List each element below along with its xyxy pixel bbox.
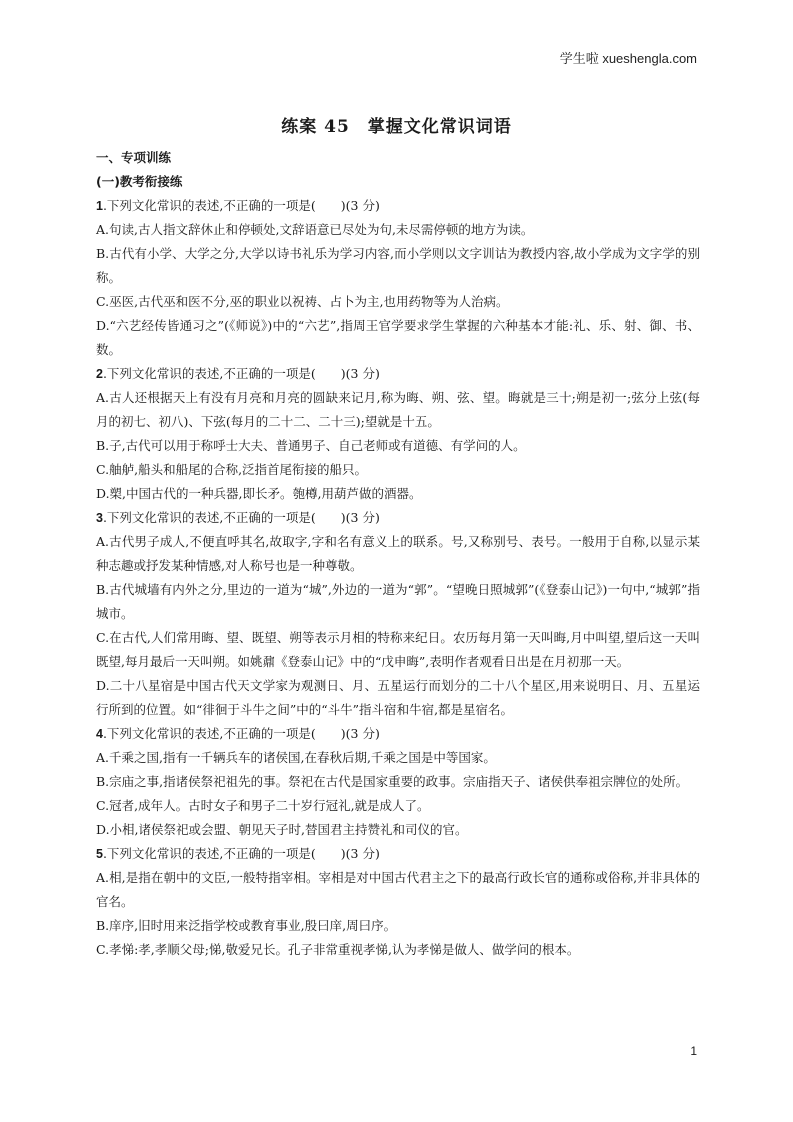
question-4	[96, 722, 700, 842]
option-d: D.“六艺经传皆通习之”(《师说》)中的“六艺”,指周王官学要求学生掌握的六种基本才能:礼、乐、射、御、书、数。	[96, 318, 700, 357]
question-stem: 5.下列文化常识的表述,不正确的一项是( )(3 分)	[96, 846, 380, 861]
page-title: 练案 45 掌握文化常识词语	[281, 117, 512, 137]
option-d: D.槊,中国古代的一种兵器,即长矛。匏樽,用葫芦做的酒器。	[96, 486, 422, 501]
option-d: D.二十八星宿是中国古代天文学家为观测日、月、五星运行而划分的二十八个星区,用来说明日、月、五星运行所到的位置。如“徘徊于斗牛之间”中的“斗牛”指斗宿和牛宿,都是星宿名。	[96, 678, 700, 717]
page-number: 1	[690, 1044, 697, 1058]
option-b: B.古代城墙有内外之分,里边的一道为“城”,外边的一道为“郭”。“望晚日照城郭”(《登泰山记》)一句中,“城郭”指城市。	[96, 582, 700, 621]
question-number: 5	[96, 847, 103, 861]
option-b: B.宗庙之事,指诸侯祭祀祖先的事。祭祀在古代是国家重要的政事。宗庙指天子、诸侯供奉祖宗牌位的处所。	[96, 774, 689, 789]
option-a: A.古代男子成人,不便直呼其名,故取字,字和名有意义上的联系。号,又称别号、表号。一般用于自称,以显示某种志趣或抒发某种情感,对人称号也是一种尊敬。	[96, 534, 700, 573]
option-b: B.庠序,旧时用来泛指学校或教育事业,殷曰庠,周曰序。	[96, 918, 397, 933]
option-c: C.巫医,古代巫和医不分,巫的职业以祝祷、占卜为主,也用药物等为人治病。	[96, 294, 509, 309]
option-c: C.孝悌:孝,孝顺父母;悌,敬爱兄长。孔子非常重视孝悌,认为孝悌是做人、做学问的根本。	[96, 942, 580, 957]
option-a: A.千乘之国,指有一千辆兵车的诸侯国,在春秋后期,千乘之国是中等国家。	[96, 750, 496, 765]
question-2	[96, 362, 700, 506]
subsection-heading: (一)教考衔接练	[96, 174, 183, 189]
question-stem: 3.下列文化常识的表述,不正确的一项是( )(3 分)	[96, 510, 380, 525]
question-number: 4	[96, 727, 103, 741]
site-header: 学生啦 xueshengla.com	[559, 51, 697, 66]
option-c: C.舳舻,船头和船尾的合称,泛指首尾衔接的船只。	[96, 462, 368, 477]
question-3	[96, 506, 700, 722]
option-b: B.古代有小学、大学之分,大学以诗书礼乐为学习内容,而小学则以文字训诂为教授内容,故小学成为文字学的别称。	[96, 246, 700, 285]
document-body	[96, 146, 700, 962]
option-a: A.句读,古人指文辞休止和停顿处,文辞语意已尽处为句,未尽需停顿的地方为读。	[96, 222, 534, 237]
question-number: 3	[96, 511, 103, 525]
question-number: 1	[96, 199, 103, 213]
option-c: C.冠者,成年人。古时女子和男子二十岁行冠礼,就是成人了。	[96, 798, 430, 813]
section-heading: 一、专项训练	[96, 150, 172, 165]
question-stem: 1.下列文化常识的表述,不正确的一项是( )(3 分)	[96, 198, 380, 213]
question-5	[96, 842, 700, 962]
question-stem: 4.下列文化常识的表述,不正确的一项是( )(3 分)	[96, 726, 380, 741]
option-d: D.小相,诸侯祭祀或会盟、朝见天子时,替国君主持赞礼和司仪的官。	[96, 822, 468, 837]
option-a: A.相,是指在朝中的文臣,一般特指宰相。宰相是对中国古代君主之下的最高行政长官的通称或俗称,并非具体的官名。	[96, 870, 700, 909]
option-c: C.在古代,人们常用晦、望、既望、朔等表示月相的特称来纪日。农历每月第一天叫晦,月中叫望,望后这一天叫既望,每月最后一天叫朔。如姚鼐《登泰山记》中的“戊申晦”,表明作者观看日出是在月初那一天。	[96, 630, 700, 669]
question-number: 2	[96, 367, 103, 381]
option-b: B.子,古代可以用于称呼士大夫、普通男子、自己老师或有道德、有学问的人。	[96, 438, 526, 453]
option-a: A.古人还根据天上有没有月亮和月亮的圆缺来记月,称为晦、朔、弦、望。晦就是三十;朔是初一;弦分上弦(每月的初七、初八)、下弦(每月的二十二、二十三);望就是十五。	[96, 390, 700, 429]
question-stem: 2.下列文化常识的表述,不正确的一项是( )(3 分)	[96, 366, 380, 381]
question-1	[96, 194, 700, 362]
